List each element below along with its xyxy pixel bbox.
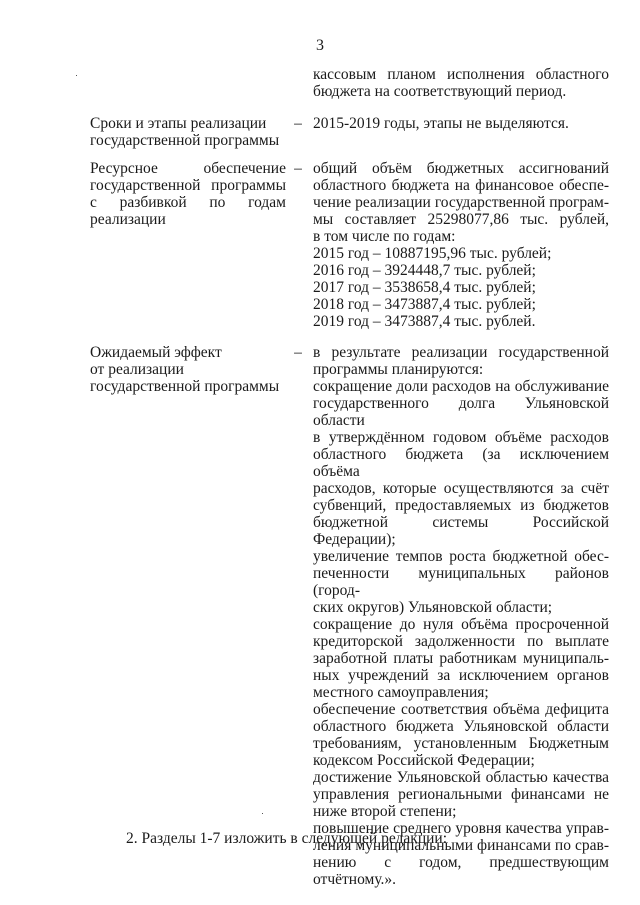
row-dash: – — [294, 160, 302, 177]
value-line: 2017 год – 3538658,4 тыс. рублей; — [313, 279, 536, 296]
value-line: областного бюджета Ульяновской области — [313, 718, 609, 735]
value-line: областного бюджета на финансовое обеспе- — [313, 177, 609, 194]
value-line: требованиям, установленным Бюджетным — [313, 735, 609, 752]
value-line: кассовым планом исполнения областного — [313, 66, 609, 83]
value-line: в том числе по годам: — [313, 228, 456, 245]
value-line: ниже второй степени; — [313, 803, 457, 820]
value-line: ских округов) Ульяновской области; — [313, 599, 553, 616]
row-value-resources — [313, 160, 609, 330]
value-line: 2015-2019 годы, этапы не выделяются. — [313, 115, 569, 132]
page-number: 3 — [316, 37, 324, 54]
value-line: бюджетной системы Российской Федерации); — [313, 514, 609, 548]
value-line: субвенций, предоставляемых из бюджетов — [313, 497, 609, 514]
value-line: чение реализации государственной програм- — [313, 194, 609, 211]
label-line: Ожидаемый эффект — [90, 344, 222, 361]
value-line: заработной платы работникам муниципаль- — [313, 650, 609, 667]
label-line: государственной программы — [90, 378, 280, 395]
row-dash: – — [294, 115, 302, 132]
value-line: 2015 год – 10887195,96 тыс. рублей; — [313, 245, 552, 262]
value-line: кодексом Российской Федерации; — [313, 752, 535, 769]
value-line: печенности муниципальных районов (город- — [313, 565, 609, 599]
value-line: программы планируются: — [313, 361, 484, 378]
row-label-effect — [90, 344, 286, 395]
value-line: 2019 год – 3473887,4 тыс. рублей. — [313, 313, 536, 330]
value-line: нению с годом, предшествующим — [313, 854, 609, 871]
value-line: мы составляет 25298077,86 тыс. рублей, — [313, 211, 609, 228]
value-line: бюджета на соответствующий период. — [313, 83, 567, 100]
row-value-terms — [313, 115, 609, 132]
value-line: ных учреждений за исключением органов — [313, 667, 609, 684]
value-line: ления муниципальными финансами по срав- — [313, 837, 609, 854]
value-line: государственного долга Ульяновской области — [313, 395, 609, 429]
value-line: достижение Ульяновской областью качества — [313, 769, 609, 786]
value-line: увеличение темпов роста бюджетной обес- — [313, 548, 609, 565]
value-line: сокращение доли расходов на обслуживание — [313, 378, 609, 395]
continuation-value — [313, 66, 609, 100]
value-line: областного бюджета (за исключением объёма — [313, 446, 609, 480]
value-line: расходов, которые осуществляются за счёт — [313, 480, 609, 497]
value-line: общий объём бюджетных ассигнований — [313, 160, 609, 177]
value-line: в результате реализации государственной — [313, 344, 609, 361]
row-label-resources: Ресурсное обеспечение государственной программы с разбивкой по годам реализации — [90, 160, 286, 228]
row-dash: – — [294, 344, 302, 361]
value-line: сокращение до нуля объёма просроченной — [313, 616, 609, 633]
value-line: в утверждённом годовом объёме расходов — [313, 429, 609, 446]
value-line: обеспечение соответствия объёма дефицита — [313, 701, 609, 718]
value-line: кредиторской задолженности по выплате — [313, 633, 609, 650]
row-value-effect — [313, 344, 609, 888]
value-line: повышение среднего уровня качества управ- — [313, 820, 609, 837]
value-line: отчётному.». — [313, 871, 397, 888]
value-line: управления региональными финансами не — [313, 786, 609, 803]
value-line: 2018 год – 3473887,4 тыс. рублей; — [313, 296, 536, 313]
value-line: 2016 год – 3924448,7 тыс. рублей; — [313, 262, 536, 279]
closing-paragraph: 2. Разделы 1-7 изложить в следующей редакции: — [126, 830, 448, 847]
label-line: от реализации — [90, 361, 184, 378]
row-label-terms: Сроки и этапы реализации государственной программы — [90, 115, 280, 149]
value-line: местного самоуправления; — [313, 684, 489, 701]
